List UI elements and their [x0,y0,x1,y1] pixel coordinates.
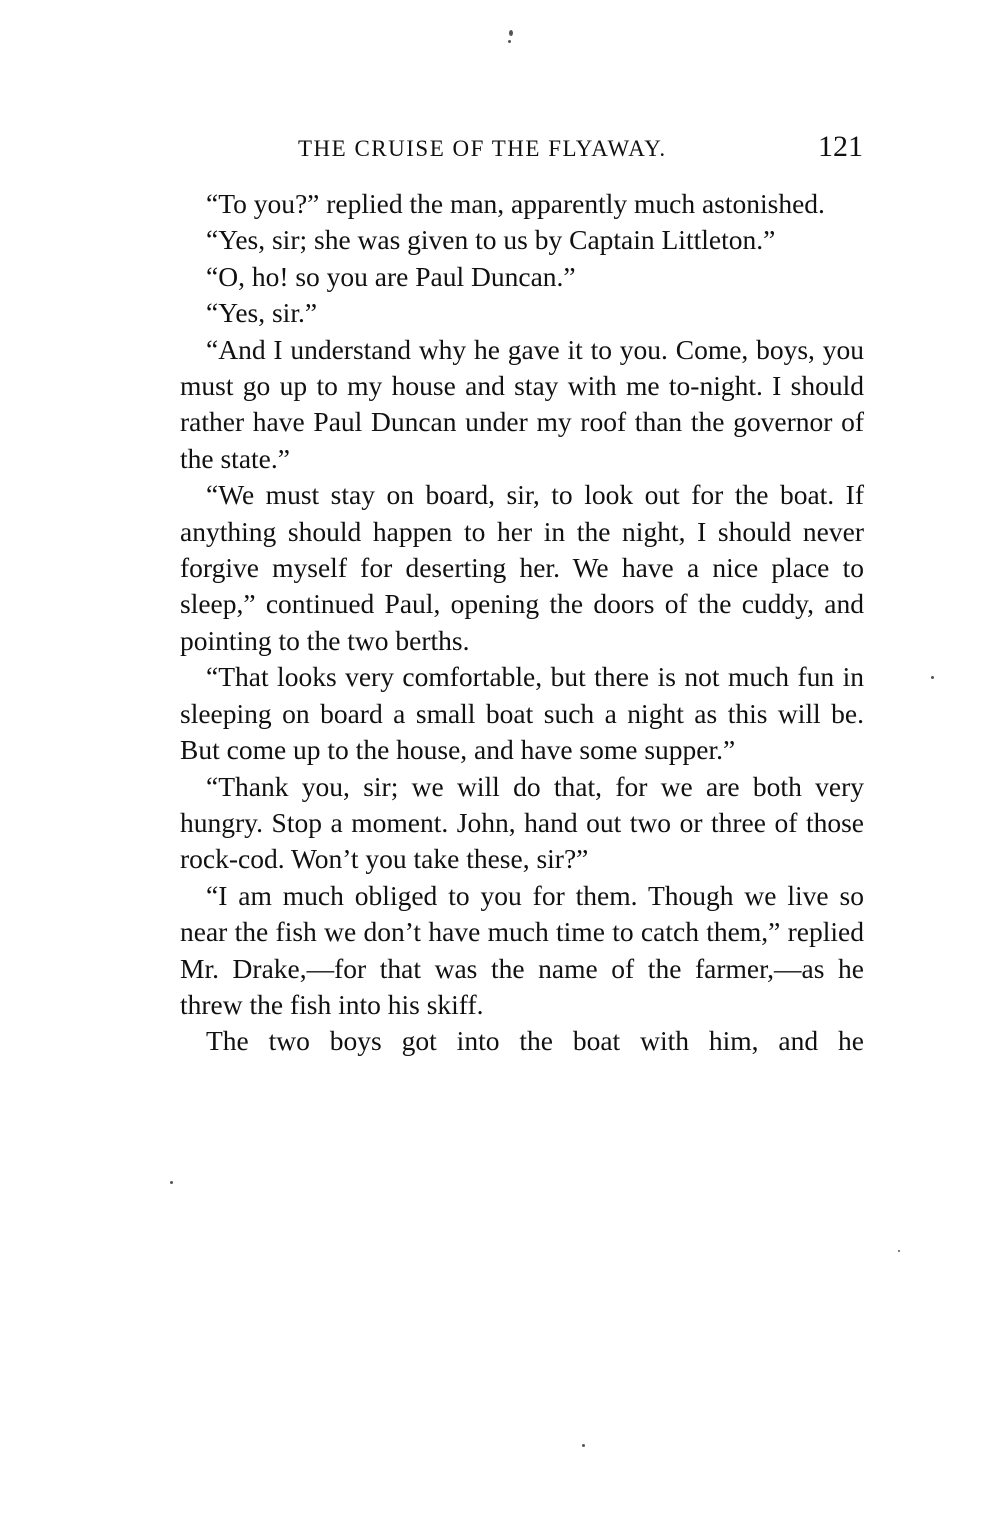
paragraph: The two boys got into the boat with him, and he [206,1025,864,1057]
ink-speck [582,1444,585,1447]
running-head [180,128,865,168]
running-title: THE CRUISE OF THE FLYAWAY. [298,136,667,161]
ink-speck [898,1250,900,1252]
ink-speck [931,676,934,679]
page-number: 121 [818,130,863,163]
paragraph: “And I understand why he gave it to you. Come, boys, you must go up to my house and stay with me to-night. I should rather have Paul Duncan under my roof than the governor of the state.” [180,333,864,474]
paragraph: “Yes, sir; she was given to us by Captain Littleton.” [206,224,776,256]
paragraph: “We must stay on board, sir, to look out for the boat. If anything should happen to her in the night, I should never forgive myself for deserting her. We have a nice place to sleep,” continued Paul, opening the doors of the cuddy, and pointing to the two berths. [180,479,864,656]
ink-speck [170,1181,173,1184]
ink-speck [509,30,513,36]
paragraph: “That looks very comfortable, but there is not much fun in sleeping on board a small boat such a night as this will be. But come up to the house, and have some supper.” [180,661,864,766]
paragraph: “O, ho! so you are Paul Duncan.” [206,260,576,292]
paragraph: “I am much obliged to you for them. Though we live so near the fish we don’t have much time to catch them,” replied Mr. Drake,—for that was the name of the farmer,—as he threw the fish into his skiff. [180,879,864,1020]
ink-speck [508,40,511,43]
paragraph: “To you?” replied the man, apparently much astonished. [206,188,825,219]
paragraph: “Yes, sir.” [206,297,318,329]
paragraph: “Thank you, sir; we will do that, for we are both very hungry. Stop a moment. John, hand out two or three of those rock-cod. Won’t you take these, sir?” [180,770,864,875]
body-text [180,186,864,1060]
